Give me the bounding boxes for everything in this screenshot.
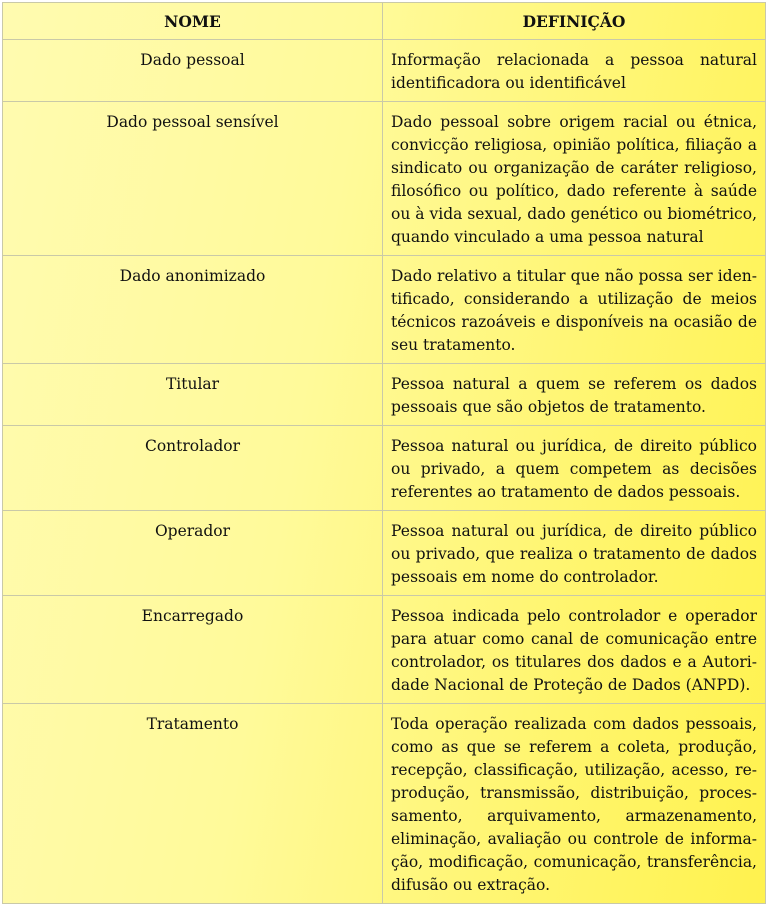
column-header-definition: DEFINIÇÃO	[383, 3, 766, 40]
definition-cell	[383, 256, 766, 364]
header-row	[3, 3, 766, 40]
definition-line: pessoais que são objetos de tratamento.	[391, 398, 706, 416]
definition-line: Dado pessoal sobre origem racial ou étnica,	[391, 113, 757, 131]
definition-line: quando vinculado a uma pessoa natural	[391, 228, 704, 246]
term-cell: Dado pessoal sensível	[3, 102, 383, 256]
definition-line: difusão ou extração.	[391, 876, 550, 894]
definition-line: eliminação, avaliação ou controle de informa-	[391, 830, 757, 848]
table-row	[3, 511, 766, 596]
definition-line: seu tratamento.	[391, 336, 516, 354]
table-row	[3, 102, 766, 256]
table-row	[3, 426, 766, 511]
definition-line: Pessoa natural ou jurídica, de direito público	[391, 522, 757, 540]
definition-cell	[383, 102, 766, 256]
definition-cell	[383, 426, 766, 511]
term-cell: Dado pessoal	[3, 40, 383, 102]
term-cell: Encarregado	[3, 596, 383, 704]
term-cell: Controlador	[3, 426, 383, 511]
definition-line: controlador, os titulares dos dados e a Autori-	[391, 653, 757, 671]
definition-line: Pessoa natural ou jurídica, de direito público	[391, 437, 757, 455]
definition-line: sindicato ou organização de caráter religioso,	[391, 159, 757, 177]
definition-line: recepção, classificação, utilização, acesso, re-	[391, 761, 757, 779]
definition-line: ou privado, a quem competem as decisões	[391, 460, 757, 478]
term-cell: Titular	[3, 364, 383, 426]
definition-line: Pessoa natural a quem se referem os dados	[391, 375, 757, 393]
term-cell: Tratamento	[3, 704, 383, 904]
table-row	[3, 704, 766, 904]
definition-line: produção, transmissão, distribuição, proces-	[391, 784, 757, 802]
definition-line: como as que se referem a coleta, produção,	[391, 738, 757, 756]
definition-line: técnicos razoáveis e disponíveis na ocasião de	[391, 313, 757, 331]
definition-line: pessoais em nome do controlador.	[391, 568, 659, 586]
definition-line: filosófico ou político, dado referente à saúde	[391, 182, 757, 200]
definition-line: ção, modificação, comunicação, transferência,	[391, 853, 757, 871]
definition-cell	[383, 596, 766, 704]
definition-cell	[383, 364, 766, 426]
definition-line: samento, arquivamento, armazenamento,	[391, 807, 757, 825]
definition-line: ou privado, que realiza o tratamento de dados	[391, 545, 757, 563]
column-header-name: NOME	[3, 3, 383, 40]
definition-cell	[383, 40, 766, 102]
definition-line: referentes ao tratamento de dados pessoais.	[391, 483, 741, 501]
definition-line: Dado relativo a titular que não possa ser iden-	[391, 267, 757, 285]
definition-line: tificado, considerando a utilização de meios	[391, 290, 757, 308]
table-row	[3, 364, 766, 426]
table-row	[3, 596, 766, 704]
definition-line: convicção religiosa, opinião política, filiação a	[391, 136, 757, 154]
definition-line: ou à vida sexual, dado genético ou biométrico,	[391, 205, 757, 223]
table-row	[3, 40, 766, 102]
definition-line: Informação relacionada a pessoa natural	[391, 51, 757, 69]
definition-line: dade Nacional de Proteção de Dados (ANPD).	[391, 676, 751, 694]
definition-line: Toda operação realizada com dados pessoais,	[391, 715, 757, 733]
table-row	[3, 256, 766, 364]
term-cell: Dado anonimizado	[3, 256, 383, 364]
definition-line: Pessoa indicada pelo controlador e operador	[391, 607, 757, 625]
definition-cell	[383, 704, 766, 904]
glossary-table	[2, 2, 766, 904]
definition-line: identificadora ou identificável	[391, 74, 626, 92]
definition-line: para atuar como canal de comunicação entre	[391, 630, 757, 648]
term-cell: Operador	[3, 511, 383, 596]
definition-cell	[383, 511, 766, 596]
